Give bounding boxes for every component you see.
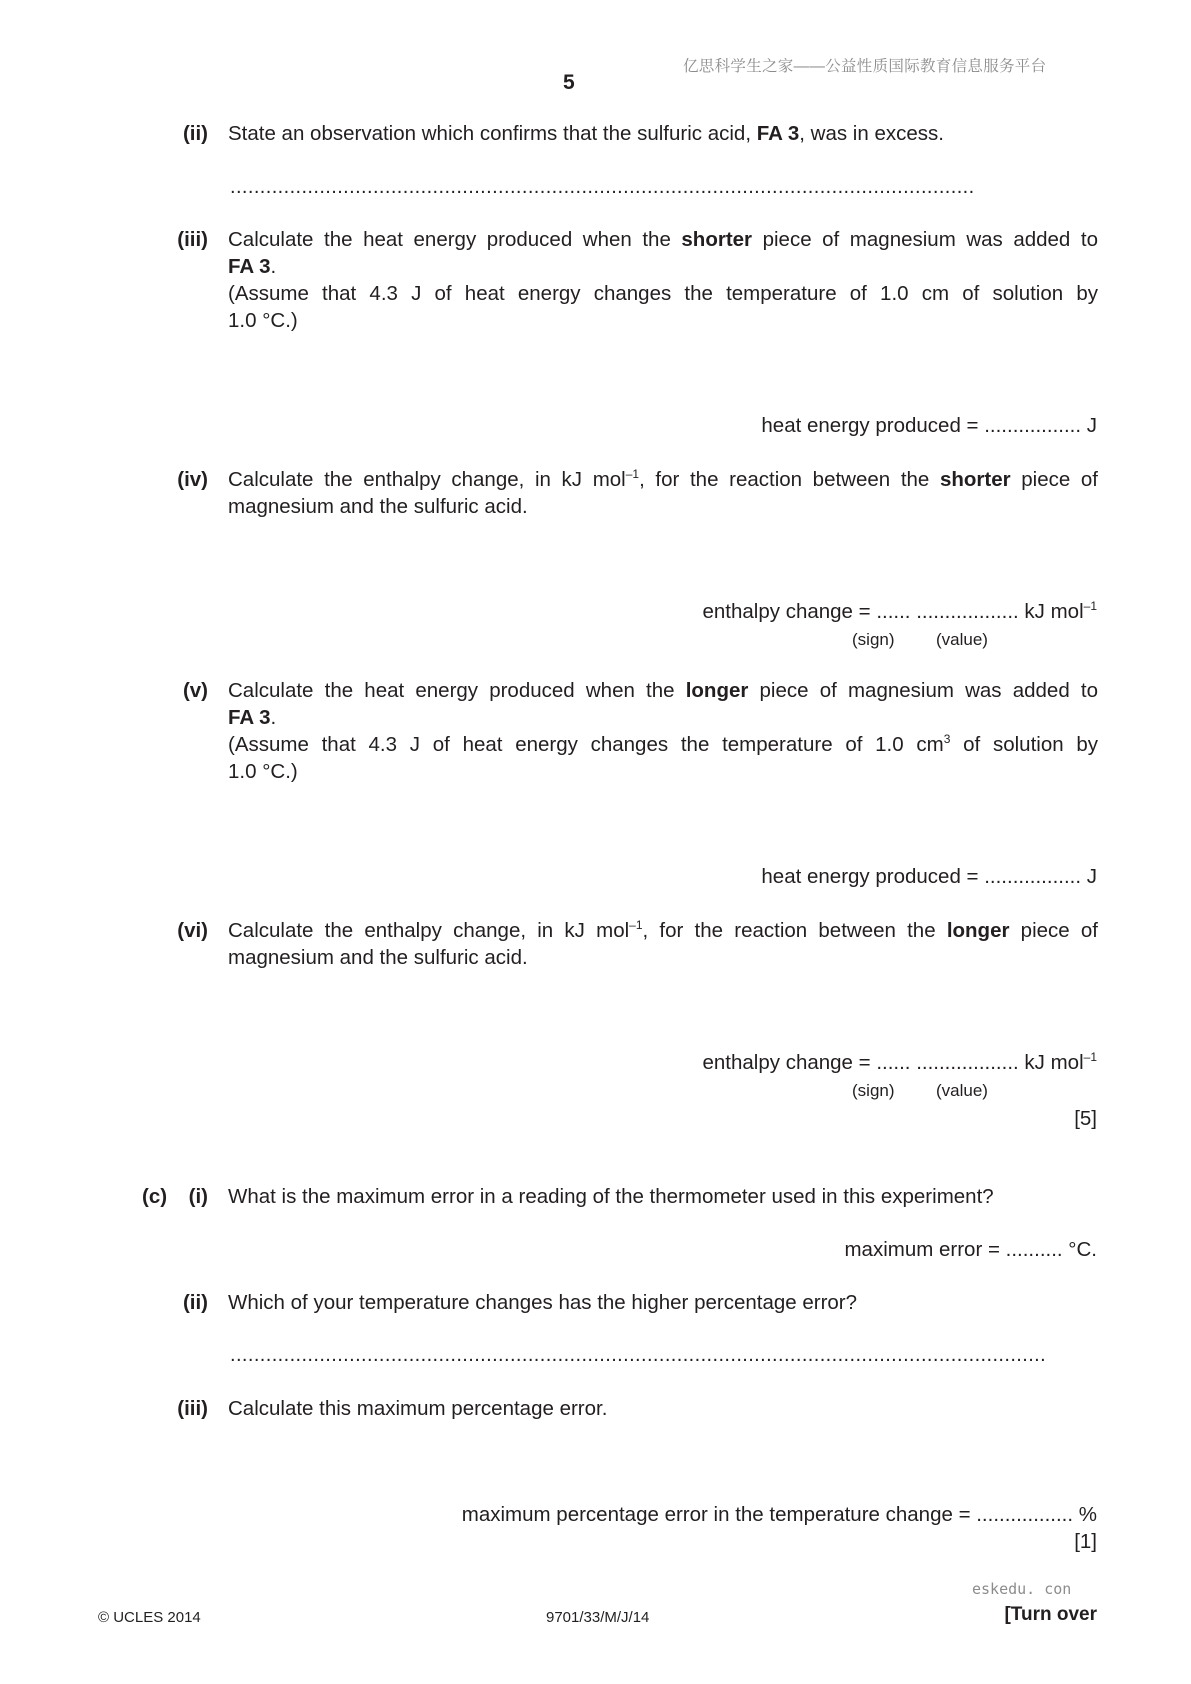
sign-caption: (sign)	[852, 630, 895, 649]
answer-maximum-error[interactable]: maximum error = .......... °C.	[844, 1238, 1097, 1261]
marks-c: [1]	[1074, 1530, 1097, 1553]
page-number: 5	[563, 71, 575, 94]
question-label-c-iii: (iii)	[177, 1397, 208, 1420]
question-label-b-ii: (ii)	[182, 122, 208, 145]
value-caption: (value)	[936, 1081, 988, 1100]
answer-enthalpy-longer[interactable]: enthalpy change = ...... .................. kJ mol$^{-1}$	[702, 1050, 1097, 1074]
marks-b: [5]	[1074, 1107, 1097, 1130]
sign-caption: (sign)	[852, 1081, 895, 1100]
answer-line-b-ii[interactable]: .............................................................................................................................	[230, 176, 975, 198]
question-label-c-ii: (ii)	[182, 1291, 208, 1314]
question-c-i-text: What is the maximum error in a reading of the thermometer used in this experiment?	[228, 1185, 994, 1208]
site-watermark: eskedu. con	[972, 1580, 1072, 1598]
question-label-b-iv: (iv)	[177, 468, 208, 491]
question-b-iii-text: Calculate the heat energy produced when the shorter piece of magnesium was added to FA 3. (Assume that 4.3 J of heat energy changes the temperature of 1.0 cm of solution by 1.0 °C.)	[228, 228, 1098, 332]
question-label-b-vi: (vi)	[177, 919, 208, 942]
answer-line-c-ii[interactable]: .........................................................................................................................................	[230, 1344, 1047, 1366]
watermark-header: 亿思科学生之家——公益性质国际教育信息服务平台	[683, 58, 1047, 75]
question-label-b-v: (v)	[182, 679, 208, 702]
question-b-vi-text: Calculate the enthalpy change, in kJ mol$^{-1}$, for the reaction between the longer piece of magnesium and the sulfuric acid.	[228, 918, 1098, 969]
question-c-iii-text: Calculate this maximum percentage error.	[228, 1397, 608, 1420]
answer-heat-energy-longer[interactable]: heat energy produced = ................. J	[761, 865, 1097, 888]
part-label-c: (c)	[142, 1185, 168, 1208]
turn-over: [Turn over	[1004, 1604, 1097, 1625]
value-caption: (value)	[936, 630, 988, 649]
answer-percentage-error[interactable]: maximum percentage error in the temperature change = ................. %	[461, 1503, 1097, 1526]
paper-code: 9701/33/M/J/14	[546, 1609, 650, 1626]
question-b-v-text: Calculate the heat energy produced when the longer piece of magnesium was added to FA 3. (Assume that 4.3 J of heat energy changes the temperature of 1.0 $cm^3$ of solution by 1.0 °C.)	[228, 679, 1099, 783]
question-c-ii-text: Which of your temperature changes has the higher percentage error?	[228, 1291, 858, 1314]
answer-enthalpy-shorter[interactable]: enthalpy change = ...... .................. kJ mol$^{-1}$	[702, 599, 1097, 623]
answer-heat-energy-shorter[interactable]: heat energy produced = ................. J	[761, 414, 1097, 437]
question-label-b-iii: (iii)	[177, 228, 208, 251]
question-label-c-i: (i)	[188, 1185, 208, 1208]
question-b-ii-text: State an observation which confirms that the sulfuric acid, FA 3, was in excess.	[228, 122, 944, 145]
copyright: © UCLES 2014	[98, 1609, 201, 1626]
question-b-iv-text: Calculate the enthalpy change, in kJ mol$^{-1}$, for the reaction between the shorter piece of magnesium and the sulfuric acid.	[228, 467, 1098, 518]
